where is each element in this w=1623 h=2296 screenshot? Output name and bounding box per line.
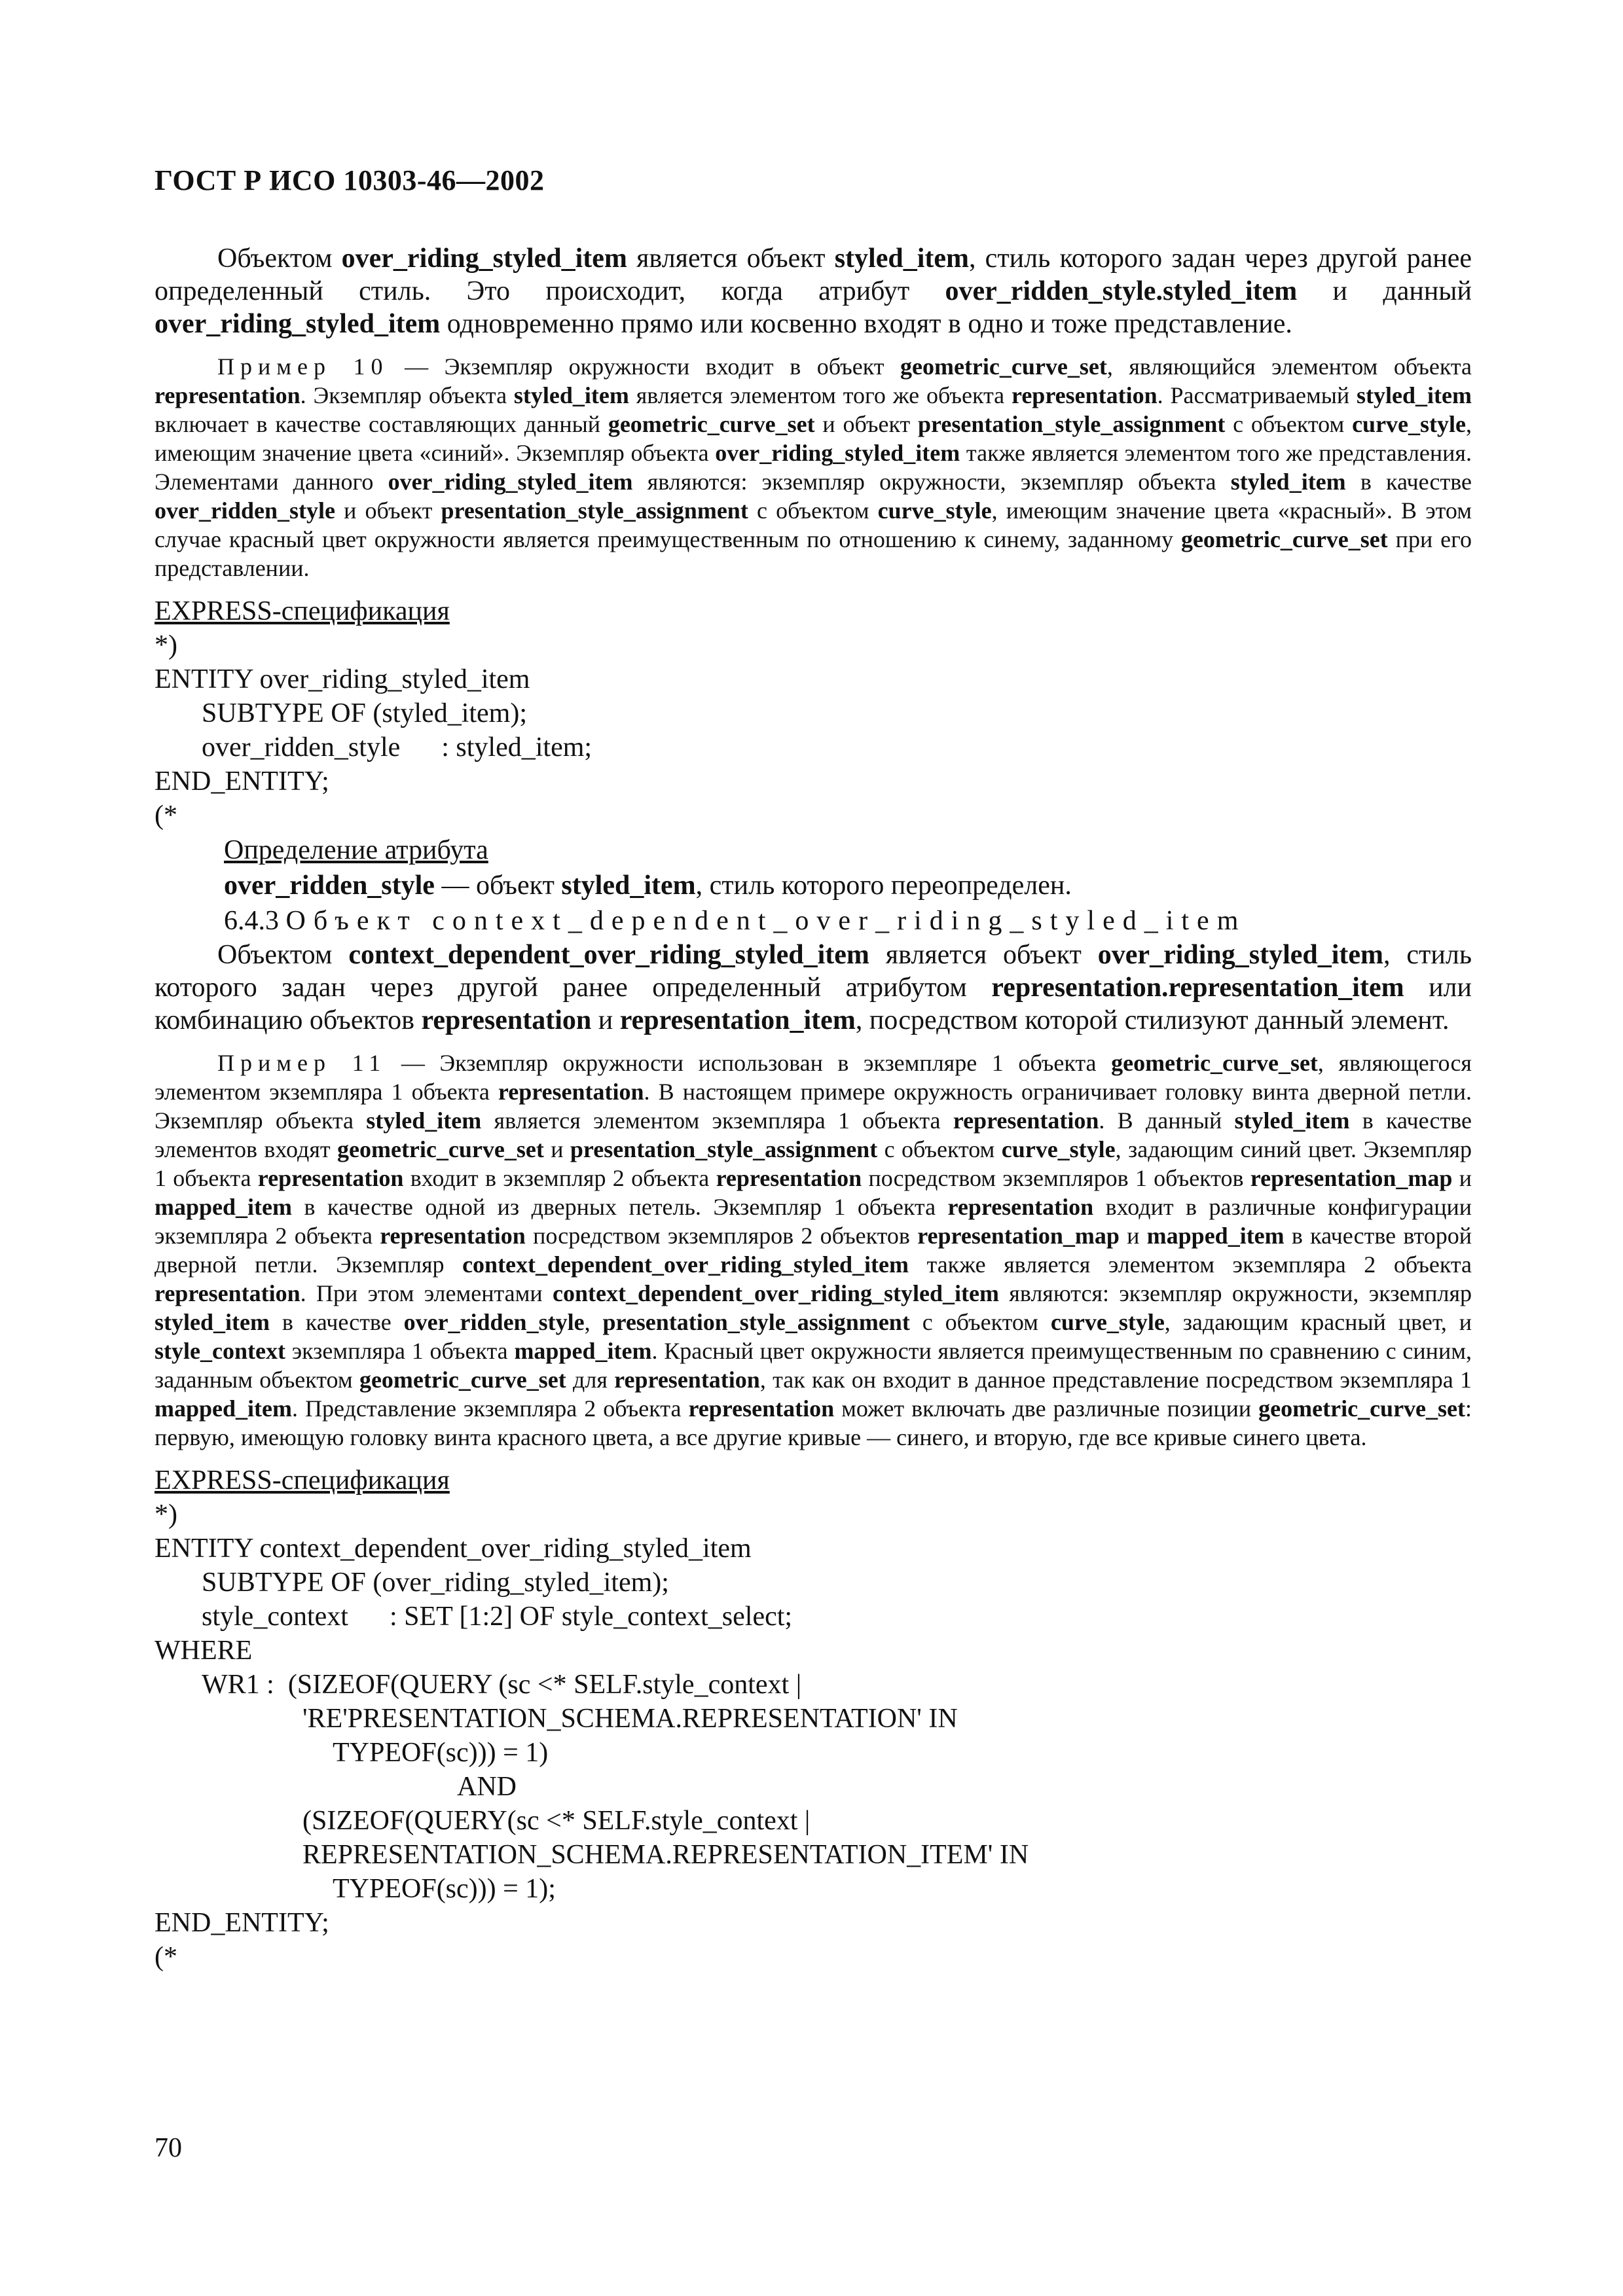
text-run: over_riding_styled_item [388,469,633,495]
express-code-block [155,628,1472,833]
text-run: representation.representation_item [991,973,1404,1003]
express-spec-label: EXPRESS-спецификация [155,1465,450,1496]
text-run: являются: экземпляр окружности, экземпляр [998,1280,1472,1306]
text-run: , имеющим значение цвета «красный». В этом случае красный цвет окружности является преимущественным по отношению к синему, заданному [155,497,1472,552]
text-run: с объектом [748,497,878,524]
text-run: geometric_curve_set [900,353,1107,380]
code-line: over_ridden_style : styled_item; [202,732,593,762]
code-line: *) [155,630,177,660]
text-run: или комбинацию объектов [155,973,1472,1035]
text-run: также является элементом экземпляра 2 объекта [909,1251,1472,1278]
page-number: 70 [155,2133,182,2163]
text-run: curve_style [877,497,992,524]
text-run: styled_item [1234,1107,1350,1134]
code-line: (SIZEOF(QUERY(sc <* SELF.style_context | [302,1806,811,1836]
text-run: является элементом экземпляра 1 объекта [481,1107,953,1134]
page-content [155,242,1472,1974]
page-header: ГОСТ Р ИСО 10303-46—2002 [155,164,545,196]
text-run: одновременно прямо или косвенно входят в одно и тоже представление. [440,309,1292,339]
text-run: — Экземпляр окружности входит в объект [388,353,900,380]
text-run: representation [380,1223,526,1249]
example-11 [155,1049,1472,1452]
text-run: , имеющим значение цвета «синий». Экземпляр объекта [155,411,1472,466]
text-run: presentation_style_assignment [441,497,748,524]
text-run: geometric_curve_set [1258,1395,1465,1422]
text-run: , так как он входит в данное представление посредством экземпляра 1 [759,1367,1472,1393]
text-run: presentation_style_assignment [602,1309,910,1335]
text-run: Объектом [217,940,349,970]
text-run: styled_item [1357,382,1472,408]
text-run: representation [953,1107,1099,1134]
text-run: . В настоящем примере окружность ограничивает головку винта дверной петли. Экземпляр объекта [155,1079,1472,1134]
code-line: TYPEOF(sc))) = 1) [333,1738,549,1768]
text-run: style_context [155,1338,285,1364]
express-code-block [155,1498,1472,1974]
code-line: END_ENTITY; [155,766,329,797]
text-run: styled_item [513,382,629,408]
text-run: . В данный [1099,1107,1235,1134]
clause-title: Объект context_dependent_over_riding_styled_item [285,906,1247,936]
text-run: styled_item [1230,469,1346,495]
text-run: representation [1012,382,1158,408]
text-run: . При этом элементами [300,1280,553,1306]
text-run: representation [947,1194,1094,1220]
code-line: ENTITY over_riding_styled_item [155,664,530,694]
text-run: geometric_curve_set [1111,1050,1318,1076]
text-run: с объектом [877,1136,1002,1162]
text-run: является объект [869,940,1098,970]
text-run: с объектом [1225,411,1353,437]
text-run: context_dependent_over_riding_styled_item [348,940,869,970]
text-run: , задающим красный цвет, и [1164,1309,1472,1335]
code-line: SUBTYPE OF (over_riding_styled_item); [202,1568,669,1598]
text-run: . Рассматриваемый [1157,382,1357,408]
text-run: Пример 11 [217,1050,387,1076]
text-run: входит в различные конфигурации экземпляра 2 объекта [155,1194,1472,1249]
text-run: и объект [814,411,919,437]
text-run: в качестве [1345,469,1472,495]
text-run: экземпляра 1 объекта [285,1338,515,1364]
text-run: , задающим синий цвет. Экземпляр 1 объекта [155,1136,1472,1191]
code-line: END_ENTITY; [155,1908,329,1938]
text-run: over_riding_styled_item [341,243,627,274]
text-run: посредством экземпляров 1 объектов [862,1165,1250,1191]
text-run: , стиль которого переопределен. [695,870,1072,901]
text-run: и [591,1005,620,1035]
text-run: representation [498,1079,644,1105]
text-run: presentation_style_assignment [570,1136,878,1162]
text-run: over_riding_styled_item [155,309,441,339]
text-run: representation [421,1005,592,1035]
text-run: geometric_curve_set [359,1367,566,1393]
clause-heading [155,903,1472,939]
code-line: 'RE'PRESENTATION_SCHEMA.REPRESENTATION' IN [302,1704,958,1734]
text-run: Объектом [217,243,342,274]
text-run: и объект [335,497,441,524]
example-10 [155,352,1472,583]
text-run: styled_item [561,870,696,901]
text-run: styled_item [155,1309,270,1335]
text-run: в качестве [269,1309,404,1335]
text-run: посредством экземпляров 2 объектов [525,1223,918,1249]
text-run: mapped_item [514,1338,652,1364]
text-run: presentation_style_assignment [918,411,1226,437]
text-run: curve_style [1352,411,1466,437]
code-line: ENTITY context_dependent_over_riding_styled_item [155,1534,752,1564]
text-run: styled_item [366,1107,482,1134]
text-run: является элементом того же объекта [629,382,1012,408]
text-run: representation [614,1367,760,1393]
text-run: over_ridden_style [224,870,435,901]
text-run: . Красный цвет окружности является преимущественным по сравнению с синим, заданным объектом [155,1338,1472,1393]
express-spec-label: EXPRESS-спецификация [155,596,450,626]
text-run: в качестве второй дверной петли. Экземпляр [155,1223,1472,1278]
text-run: representation_map [1250,1165,1453,1191]
code-line: style_context : SET [1:2] OF style_context_select; [202,1602,793,1632]
clause-number: 6.4.3 [224,906,279,936]
text-run: representation [688,1395,835,1422]
text-run: в качестве одной из дверных петель. Экземпляр 1 объекта [292,1194,948,1220]
text-run: и [1119,1223,1147,1249]
text-run: являются: экземпляр окружности, экземпляр объекта [632,469,1231,495]
text-run: является объект [627,243,835,274]
text-run: curve_style [1050,1309,1165,1335]
code-line: WHERE [155,1636,253,1666]
text-run: over_ridden_style.styled_item [945,276,1298,306]
text-run: и [1452,1165,1472,1191]
text-run: geometric_curve_set [608,411,815,437]
text-run: over_ridden_style [403,1309,585,1335]
text-run: , являющегося элементом экземпляра 1 объекта [155,1050,1472,1105]
code-line: *) [155,1499,177,1530]
text-run: representation_map [917,1223,1120,1249]
text-run: representation [716,1165,862,1191]
text-run: с объектом [909,1309,1051,1335]
text-run: curve_style [1001,1136,1116,1162]
attribute-definition [155,868,1472,903]
text-run: Пример 10 [217,353,389,380]
text-run: — объект [434,870,562,901]
text-run: context_dependent_over_riding_styled_item [553,1280,999,1306]
text-run: входит в экземпляр 2 объекта [403,1165,716,1191]
text-run: over_riding_styled_item [1097,940,1384,970]
text-run: mapped_item [155,1395,292,1422]
text-run: , стиль которого задан через другой ранее определенный стиль. Это происходит, когда атрибут [155,243,1472,306]
paragraph-context-dependent [155,939,1472,1037]
text-run: включает в качестве составляющих данный [155,411,608,437]
code-line: WR1 : (SIZEOF(QUERY (sc <* SELF.style_context | [202,1670,802,1700]
text-run: для [566,1367,615,1393]
text-run: over_riding_styled_item [715,440,960,466]
text-run: styled_item [834,243,969,274]
text-run: over_ridden_style [155,497,335,524]
text-run: . Экземпляр объекта [300,382,514,408]
text-run: , посредством которой стилизуют данный элемент. [855,1005,1450,1035]
text-run: representation [257,1165,404,1191]
text-run: mapped_item [1146,1223,1285,1249]
text-run: mapped_item [155,1194,292,1220]
text-run: также является элементом того же представления. Элементами данного [155,440,1472,495]
text-run: , [584,1309,603,1335]
code-line: REPRESENTATION_SCHEMA.REPRESENTATION_ITEM' IN [302,1840,1029,1870]
text-run: : первую, имеющую головку винта красного цвета, а все другие кривые — синего, и вторую, где все кривые синего цвета. [155,1395,1472,1450]
text-run: при его представлении. [155,526,1472,581]
text-run: representation [155,382,301,408]
paragraph-intro [155,242,1472,340]
text-run: в качестве элементов входят [155,1107,1472,1162]
text-run: может включать две различные позиции [834,1395,1259,1422]
text-run: representation_item [619,1005,856,1035]
text-run: и [543,1136,570,1162]
text-run: context_dependent_over_riding_styled_item [462,1251,909,1278]
text-run: — Экземпляр окружности использован в экземпляре 1 объекта [386,1050,1112,1076]
text-run: , являющийся элементом объекта [1106,353,1472,380]
text-run: representation [155,1280,301,1306]
text-run: geometric_curve_set [1180,526,1388,552]
text-run: , стиль которого задан через другой ранее определенный атрибутом [155,940,1472,1003]
code-line: (* [155,800,177,831]
code-line: TYPEOF(sc))) = 1); [333,1874,556,1904]
code-line: AND [457,1772,517,1802]
text-run: . Представление экземпляра 2 объекта [292,1395,689,1422]
text-run: и данный [1297,276,1472,306]
code-line: (* [155,1942,177,1972]
attribute-definition-heading: Определение атрибута [224,835,488,865]
code-line: SUBTYPE OF (styled_item); [202,698,528,728]
text-run: geometric_curve_set [337,1136,544,1162]
